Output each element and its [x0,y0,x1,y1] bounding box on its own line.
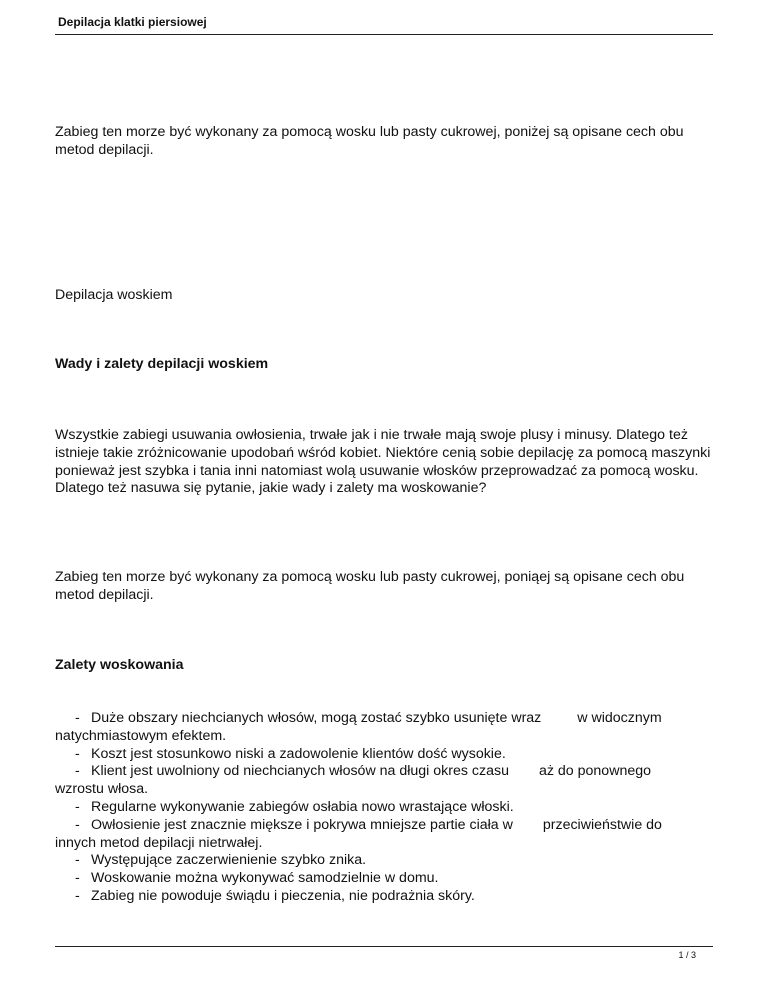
list-dash: - [75,887,80,904]
list-item-text: Występujące zaczerwienienie szybko znika. [91,852,367,869]
section-label: Depilacja woskiem [55,287,173,303]
heading-pros-cons: Wady i zalety depilacji woskiem [55,356,269,372]
list-item [55,852,715,870]
list-item-text-cont: aż do ponownego [538,763,652,780]
list-item-text-cont: w widocznym [577,710,662,726]
advantages-list [55,710,715,906]
list-item-text: Woskowanie można wykonywać samodzielnie w domu. [91,870,439,887]
list-item [55,888,715,906]
list-item [55,799,715,817]
list-item-wrap: natychmiastowym efektem. [55,727,227,744]
list-dash: - [75,816,80,833]
list-item-text: Regularne wykonywanie zabiegów osłabia nowo wrastające włoski. [91,798,514,815]
list-item [55,817,715,853]
list-item [55,870,715,888]
header-divider [55,34,713,35]
list-item-text-cont: przeciwieństwie do [542,816,662,833]
list-item-text: Koszt jest stosunkowo niski a zadowolenie klientów dość wysokie. [91,745,506,762]
list-item [55,746,715,764]
heading-advantages: Zalety woskowania [55,657,184,673]
list-item [55,763,715,799]
list-dash: - [75,710,80,726]
list-dash: - [75,763,80,780]
list-item-wrap: innych metod depilacji nietrwałej. [55,834,263,851]
list-item-wrap: wzrostu włosa. [55,781,149,798]
list-dash: - [75,798,80,815]
body-paragraph: Wszystkie zabiegi usuwania owłosienia, trwałe jak i nie trwałe mają swoje plusy i minusy. Dlatego też istnieje takie zróżnicowanie upodobań wśród kobiet. Niektóre cenią sobie depilację za pomocą maszynki ponieważ jest szybka i tania inni natomiast wolą usuwanie włosków przeprowadzać za pomocą wosku. Dlatego też nasuwa się pytanie, jakie wady i zalety ma woskowanie? [55,427,711,497]
page-number: 1 / 3 [678,950,696,960]
list-item-text: Klient jest uwolniony od niechcianych włosów na długi okres czasu [91,763,509,780]
intro-paragraph: Zabieg ten morze być wykonany za pomocą wosku lub pasty cukrowej, poniżej są opisane cech obu metod depilacji. [55,124,684,158]
list-item [55,710,715,746]
list-item-text: Zabieg nie powoduje świądu i pieczenia, nie podrażnia skóry. [91,887,475,904]
list-dash: - [75,870,80,887]
list-item-text: Duże obszary niechcianych włosów, mogą zostać szybko usunięte wraz [91,710,542,726]
list-dash: - [75,745,80,762]
list-item-text: Owłosienie jest znacznie miększe i pokrywa mniejsze partie ciała w [91,816,513,833]
intro-repeat-paragraph: Zabieg ten morze być wykonany za pomocą wosku lub pasty cukrowej, poniąej są opisane cech obu metod depilacji. [55,569,685,603]
footer-divider [55,946,713,947]
document-header-title: Depilacja klatki piersiowej [58,15,207,29]
list-dash: - [75,852,80,869]
